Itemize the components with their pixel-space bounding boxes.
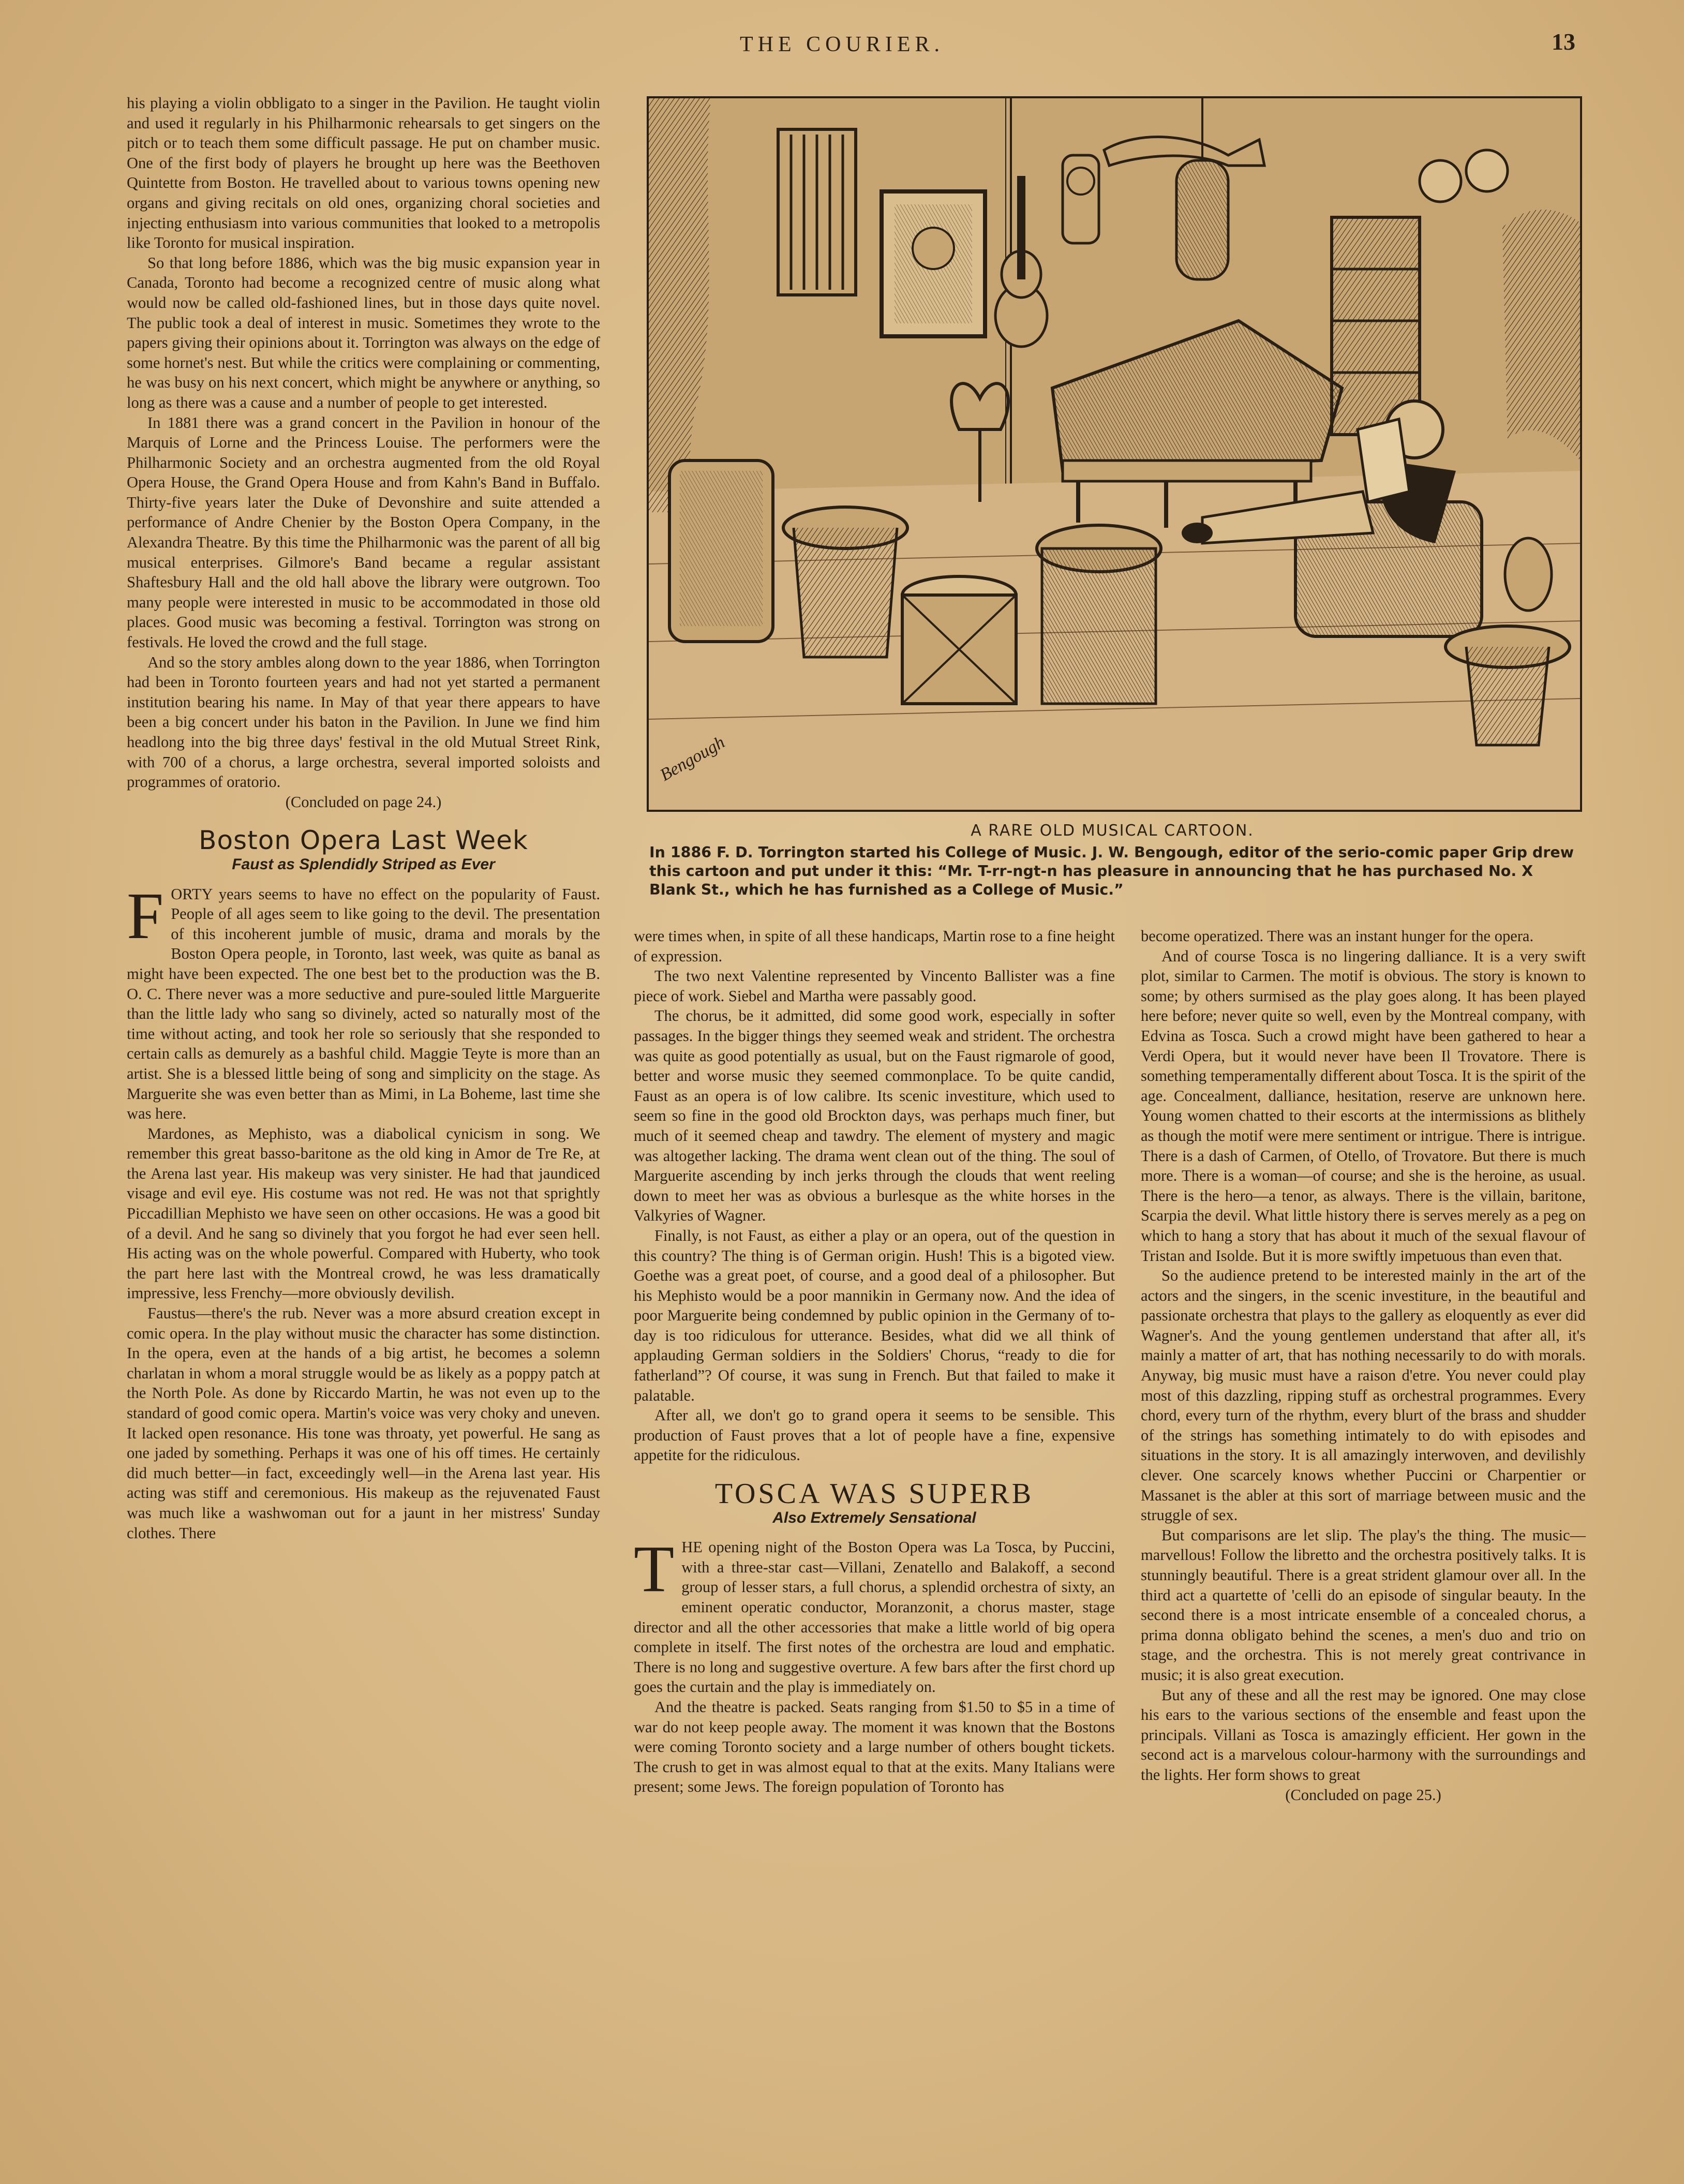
- boston-opera-lead-paragraph: [127, 879, 600, 1124]
- continuation-note: (Concluded on page 25.): [1285, 1786, 1441, 1804]
- paragraph: were times when, in spite of all these handicaps, Martin rose to a fine height of expression.: [634, 927, 1115, 965]
- continuation-note: (Concluded on page 24.): [285, 793, 442, 811]
- lead-text: HE opening night of the Boston Opera was La Tosca, by Puccini, with a three-star cast—Villani, Zenatello and Balakoff, a second group of lesser stars, a full chorus, a splendid orchestra of sixty, an eminent operatic conductor, Moranzonit, a chorus master, stage director and all the other accessories that make a little world of big opera complete in itself. The first notes of the orchestra are loud and emphatic. There is no long and suggestive overture. A few bars after the first chord up goes the curtain and the play is immediately on.: [634, 1538, 1115, 1696]
- lead-text: ORTY years seems to have no effect on the popularity of Faust. People of all ages seem to like going to the devil. The presentation of this incoherent jumble of music, drama and morals by the Boston Opera people, in Toronto, last week, was quite as banal as might have been expected. The one best bet to the production was the B. O. C. There never was a more seductive and pure-souled little Marguerite than the little lady who sang so divinely, acted so naturally most of the time without acting, and took her role so seriously that she responded to certain calls as demurely as a bashful child. Maggie Teyte is more than an artist. She is a blessed little being of song and simplicity on the stage. As Marguerite she was even better than as Mimi, in La Boheme, last time she was here.: [127, 885, 600, 1123]
- column-middle: [634, 926, 1115, 1797]
- paragraph: And so the story ambles along down to the year 1886, when Torrington had been in Toronto fourteen years and had not yet started a permanent institution bearing his name. In May of that year there appears to have been a big concert under his baton in the Pavilion. In June we find him headlong into the big three days' festival in the old Mutual Street Rink, with 700 of a chorus, a large orchestra, several imported soloists and programmes of oratorio.: [127, 653, 600, 791]
- paragraph: Mardones, as Mephisto, was a diabolical cynicism in song. We remember this great basso-baritone as the old king in Amor de Tre Re, at the Arena last year. His makeup was very sinister. He had that jaundiced visage and evil eye. His costume was not red. He was not that sprightly Piccadillian Mephisto we have seen on other occasions. He was a good bit of a devil. And he sang so divinely that you forgot he had ever seen hell. His acting was on the whole powerful. Compared with Huberty, who took the part here last with the Montreal crowd, he was less dramatically impressive, less Frenchy—more obviously devilish.: [127, 1124, 600, 1302]
- paragraph: And the theatre is packed. Seats ranging from $1.50 to $5 in a time of war do not keep people away. The moment it was known that the Bostons were coming Toronto society and a large number of others bought tickets. The crush to get in was almost equal to that at the exits. Many Italians were present; some Jews. The foreign population of Toronto has: [634, 1698, 1115, 1796]
- illustration-caption: In 1886 F. D. Torrington started his College of Music. J. W. Bengough, editor of the serio-comic paper Grip drew this cartoon and put under it this: “Mr. T-rr-ngt-n has pleasure in announcing that he has purchased No. X Blank St., which he has furnished as a College of Music.”: [649, 844, 1574, 898]
- paragraph: But comparisons are let slip. The play's the thing. The music—marvellous! Follow the libretto and the orchestra positively talks. It is stunningly beautiful. There is a great strident glamour over all. In the third act a quartette of 'celli do an episode of singular beauty. In the second there is a most intricate ensemble of a concealed chorus, a prima donna obligato behind the scenes, a men's duo and trio on stage, and the orchestra. This is not merely great contrivance in music; it is also great execution.: [1141, 1526, 1586, 1684]
- tosca-headline: TOSCA WAS SUPERB: [714, 1478, 1034, 1510]
- tosca-subhead: Also Extremely Sensational: [772, 1509, 976, 1526]
- paragraph: So that long before 1886, which was the big music expansion year in Canada, Toronto had become a recognized centre of music along what would now be called old-fashioned lines, but in those days quite novel. The public took a deal of interest in music. Sometimes they wrote to the papers giving their opinions about it. Torrington was always on the edge of some hornet's nest. But while the critics were complaining or commenting, he was busy on his next concert, which might be anywhere or anything, so long as there was a cause and a number of people to get interested.: [127, 254, 600, 411]
- running-head: [0, 28, 1684, 63]
- paragraph: So the audience pretend to be interested mainly in the art of the actors and the singers, in the scenic investiture, in the beautiful and passionate orchestra that plays to the gallery as eloquently as ever did Wagner's. And the young gentlemen understand that after all, it's mainly a matter of art, that has nothing necessarily to do with morals. Anyway, big music must have a raison d'etre. You never could play most of this dazzling, ripping stuff as orchestral programmes. Every chord, every turn of the rhythm, every blurt of the brass and shudder of the strings has something intimately to do with episodes and situations in the story. It is all amazingly interwoven, and devilishly clever. One scarcely knows whether Puccini or Charpentier or Massanet is the abler at this sort of marriage between music and the struggle of sex.: [1141, 1267, 1586, 1524]
- musical-cartoon-illustration: [647, 96, 1582, 812]
- paragraph: And of course Tosca is no lingering dalliance. It is a very swift plot, similar to Carmen. The motif is obvious. The story is known to some; by others surmised as the play goes along. It has been played here before; never quite so well, even by the Montreal company, with Edvina as Tosca. Such a crowd might have been gathered to hear a Verdi Opera, but it would never have been Il Trovatore. There is something temperamentally different about Tosca. It is the spirit of the age. Concealment, dalliance, hesitation, reserve are unknown here. Young women chatted to their escorts at the intermissions as blithely as though the motif were mere sentiment or intrigue. There is intrigue. There is a dash of Carmen, of Otello, of Trovatore. But there is much more. There is a woman—of course; and she is the heroine, as usual. There is the hero—a tenor, as always. There is the villain, baritone, Scarpia the devil. What little history there is serves merely as a peg on which to hang a story that has about it much of the sexual flavour of Tristan and Isolde. But it is more swiftly impetuous than even that.: [1141, 947, 1586, 1265]
- illustration-caption-title: A RARE OLD MUSICAL CARTOON.: [971, 822, 1254, 840]
- page-number: 13: [1552, 28, 1575, 55]
- boston-opera-subhead: Faust as Splendidly Striped as Ever: [232, 855, 495, 873]
- paragraph: In 1881 there was a grand concert in the Pavilion in honour of the Marquis of Lorne and the Princess Louise. The performers were the Philharmonic Society and an orchestra augmented from the old Royal Opera House, the Grand Opera House and from Kahn's Band in Buffalo. Thirty-five years later the Duke of Devonshire and suite attended a performance of Andre Chenier by the Boston Opera Company, in the Alexandra Theatre. By this time the Philharmonic was the parent of all big musical enterprises. Gilmore's Band became a regular assistant Shaftesbury Hall and the old hall above the library were outgrown. Too many people were interested in music to be accommodated in those old places. Good music was becoming a festival. Torrington was strong on festivals. He loved the crowd and the full stage.: [127, 413, 600, 651]
- paragraph: become operatized. There was an instant hunger for the opera.: [1141, 927, 1534, 945]
- artist-signature: Bengough: [657, 732, 728, 785]
- paragraph: The chorus, be it admitted, did some good work, especially in softer passages. In the bigger things they seemed weak and strident. The orchestra was quite as good potentially as usual, but on the Faust rigmarole of good, better and worse music they seemed commonplace. To be quite candid, Faust as an opera is of low calibre. Its scenic investiture, which used to seem so fine in the good old Brockton days, was perhaps much finer, but much of it seemed cheap and tawdry. The element of mystery and magic was altogether lacking. The drama went clean out of the thing. The soul of Marguerite ascending by inch jerks through the clouds that went reeling down to meet her was as obvious a burlesque as the white horses in the Valkyries of Wagner.: [634, 1007, 1115, 1225]
- paragraph: After all, we don't go to grand opera it seems to be sensible. This production of Faust proves that a lot of people have a fine, expensive appetite for the ridiculous.: [634, 1406, 1115, 1464]
- drop-cap: F: [127, 879, 164, 953]
- column-right: [1141, 926, 1586, 1805]
- paragraph: his playing a violin obbligato to a singer in the Pavilion. He taught violin and used it regularly in his Philharmonic rehearsals to get singers on the pitch or to teach them some difficult passage. He put on chamber music. One of the first body of players he brought up here was the Beethoven Quintette from Boston. He travelled about to various towns opening new organs and giving recitals on old ones, organizing choral societies and injecting enthusiasm into various communities that looked to a metropolis like Toronto for musical inspiration.: [127, 94, 600, 252]
- drop-cap: T: [634, 1532, 675, 1606]
- paragraph: Finally, is not Faust, as either a play or an opera, out of the question in this country? The thing is of German origin. Hush! This is a bigoted view. Goethe was a great poet, of course, and a good deal of a philosopher. But his Mephisto would be a poor mannikin in Germany now. And the idea of poor Marguerite being condemned by public opinion in the Germany of to-day is too ridiculous for utterance. Besides, what did we all think of applauding German soldiers in the Soldiers' Chorus, “ready to die for fatherland”? Of course, it was sung in French. But that failed to make it palatable.: [634, 1226, 1115, 1404]
- boston-opera-headline: Boston Opera Last Week: [199, 825, 528, 856]
- cartoon-drawing: [649, 98, 1580, 810]
- paragraph: But any of these and all the rest may be ignored. One may close his ears to the various sections of the ensemble and feast upon the principals. Villani as Tosca is amazingly efficient. Her gown in the second act is a marvelous colour-harmony with the surroundings and the lights. Her form shows to great: [1141, 1686, 1586, 1784]
- column-left: [127, 93, 600, 1543]
- paragraph: Faustus—there's the rub. Never was a more absurd creation except in comic opera. In the play without music the character has some distinction. In the opera, even at the hands of a big artist, he becomes a solemn charlatan in whom a moral struggle would be as likely as a poppy patch at the North Pole. As done by Riccardo Martin, he was not even up to the standard of good comic opera. Martin's voice was very choky and uneven. It lacked open resonance. His tone was throaty, yet powerful. He sang as one jaded by something. Perhaps it was one of his off times. He certainly did much better—in fact, exceedingly well—in the Arena last year. His acting was stiff and ceremonious. His makeup as the rejuvenated Faust was much like a washwoman out for a jaunt in her mistress' Sunday clothes. There: [127, 1304, 600, 1542]
- tosca-lead-paragraph: [634, 1532, 1115, 1697]
- paragraph: The two next Valentine represented by Vincento Ballister was a fine piece of work. Siebel and Martha were passably good.: [634, 967, 1115, 1005]
- newspaper-title: THE COURIER.: [740, 33, 944, 56]
